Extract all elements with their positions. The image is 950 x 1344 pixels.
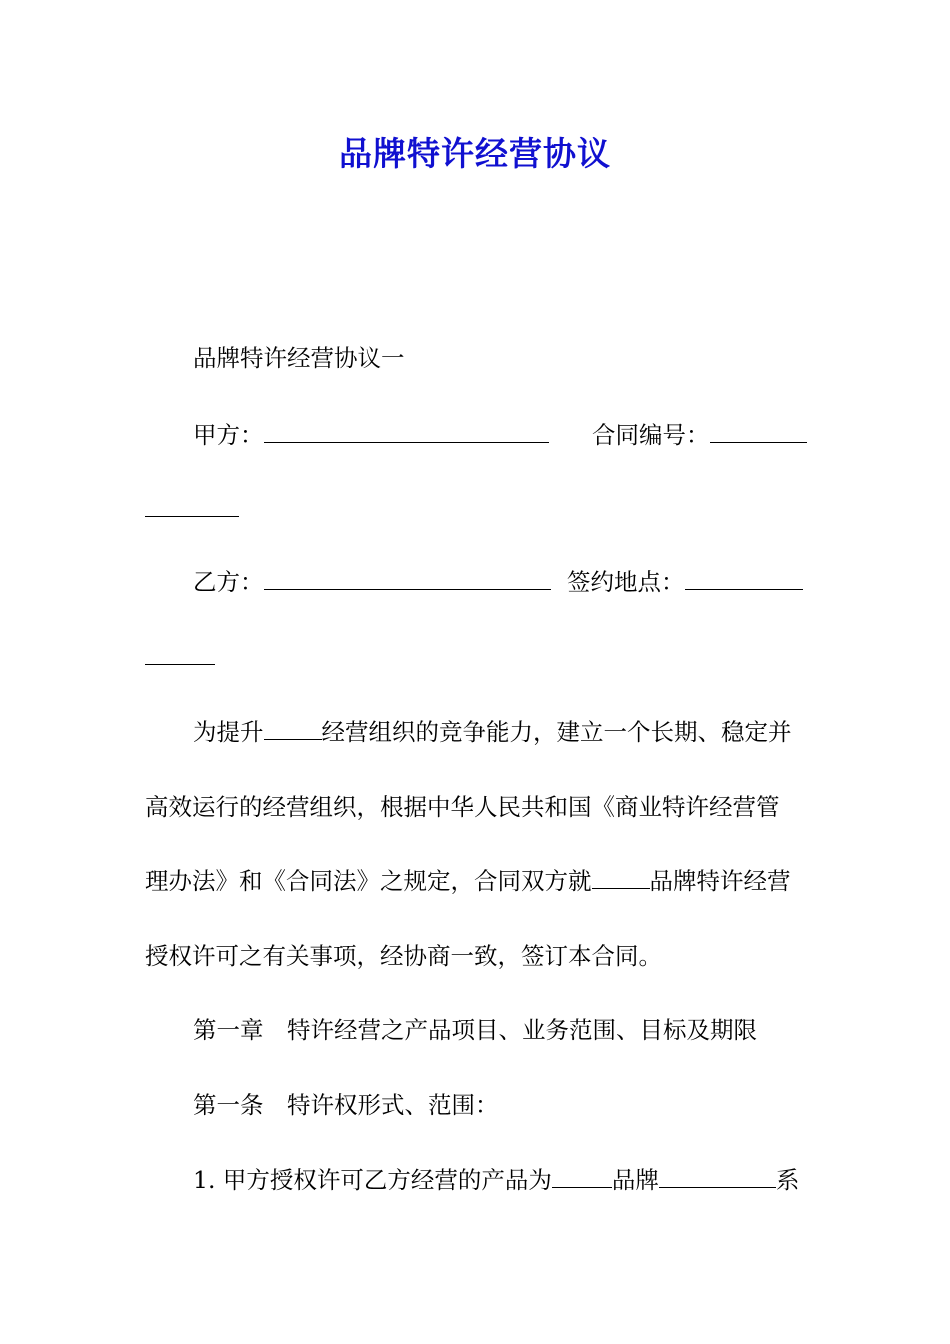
article-heading: 第一条 特许权形式、范围： xyxy=(193,1091,499,1119)
clause-text: 品牌 xyxy=(611,1166,659,1194)
party-b-label: 乙方： xyxy=(193,568,264,596)
subtitle: 品牌特许经营协议一 xyxy=(193,344,405,372)
document-title: 品牌特许经营协议 xyxy=(339,134,611,173)
preamble-text: 经营组织的竞争能力，建立一个长期、稳定并 xyxy=(321,718,792,746)
contract-no-blank-2 xyxy=(145,494,239,517)
clause-blank-2 xyxy=(659,1165,776,1188)
clause-1 xyxy=(193,1165,799,1195)
sign-place-blank-cont xyxy=(145,642,215,672)
preamble-line-3 xyxy=(145,866,791,896)
clause-text: 1. 甲方授权许可乙方经营的产品为 xyxy=(193,1166,552,1194)
clause-blank-1 xyxy=(552,1165,612,1188)
preamble-line-4: 授权许可之有关事项，经协商一致，签订本合同。 xyxy=(145,942,662,970)
preamble-line-1 xyxy=(193,717,792,747)
contract-no-blank xyxy=(710,420,807,443)
contract-no-blank-cont xyxy=(145,494,239,524)
contract-no-line xyxy=(592,420,807,450)
preamble-blank-1 xyxy=(264,717,322,740)
contract-no-label: 合同编号： xyxy=(592,421,710,449)
party-a-label: 甲方： xyxy=(193,421,264,449)
preamble-text: 理办法》和《合同法》之规定，合同双方就 xyxy=(145,867,592,895)
sign-place-blank xyxy=(685,567,803,590)
party-b-blank xyxy=(264,567,551,590)
chapter-heading: 第一章 特许经营之产品项目、业务范围、目标及期限 xyxy=(193,1016,757,1044)
sign-place-blank-2 xyxy=(145,642,215,665)
preamble-line-2: 高效运行的经营组织，根据中华人民共和国《商业特许经营管 xyxy=(145,793,780,821)
party-a-blank xyxy=(264,420,549,443)
sign-place-line xyxy=(567,567,803,597)
preamble-text: 品牌特许经营 xyxy=(649,867,791,895)
party-a-line xyxy=(193,420,549,450)
clause-text: 系 xyxy=(775,1166,800,1194)
preamble-blank-2 xyxy=(592,866,650,889)
party-b-line xyxy=(193,567,551,597)
sign-place-label: 签约地点： xyxy=(567,568,685,596)
preamble-text: 为提升 xyxy=(193,718,264,746)
